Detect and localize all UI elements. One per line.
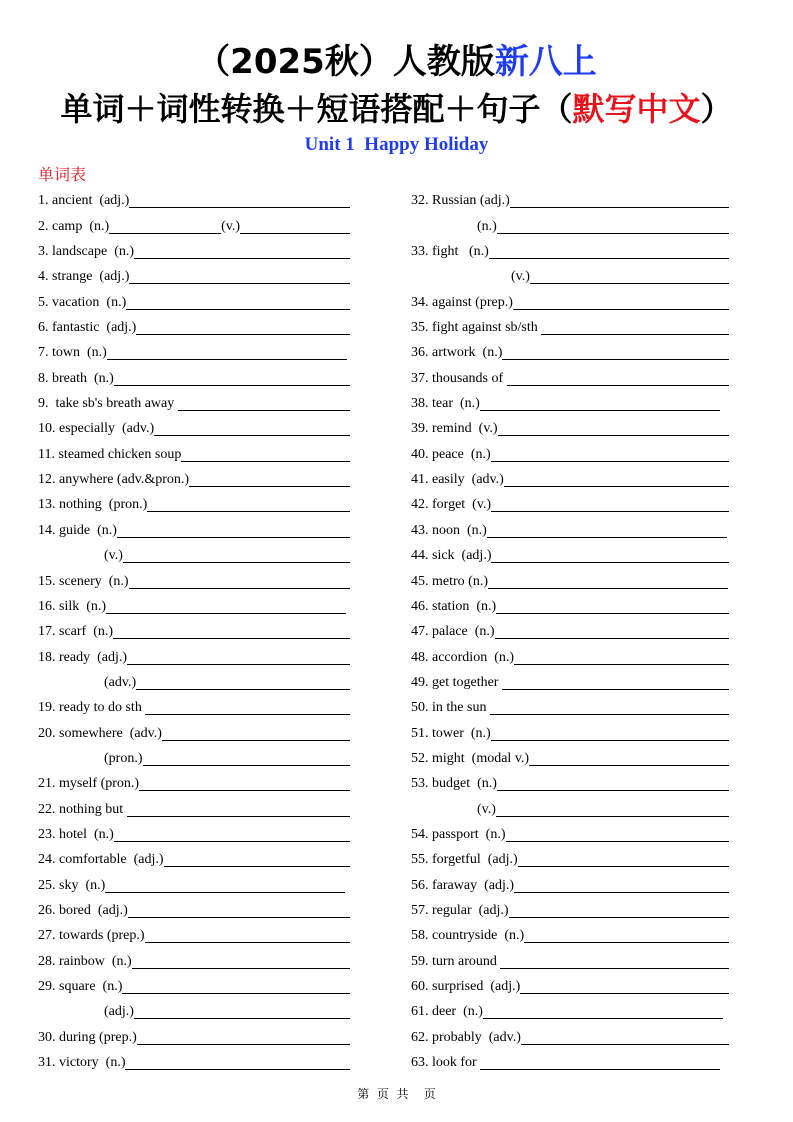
word-label: 56. faraway (adj.) (411, 877, 515, 893)
answer-blank[interactable] (524, 926, 729, 943)
word-label: 22. nothing but (38, 801, 127, 817)
answer-blank[interactable] (506, 825, 730, 842)
answer-blank[interactable] (189, 470, 350, 487)
word-item (38, 872, 373, 897)
left-word-column (38, 188, 373, 1075)
page-title (0, 40, 793, 84)
word-label: 55. forgetful (adj.) (411, 852, 518, 868)
word-label-secondary: (v.) (221, 218, 241, 234)
word-label: 53. budget (n.) (411, 776, 497, 792)
word-label: 2. camp (n.) (38, 218, 110, 234)
answer-blank[interactable] (127, 648, 350, 665)
word-item (38, 315, 373, 340)
word-item (38, 670, 373, 695)
answer-blank[interactable] (164, 850, 350, 867)
answer-blank[interactable] (530, 267, 729, 284)
word-item (38, 467, 373, 492)
word-label: 24. comfortable (adj.) (38, 852, 164, 868)
answer-blank[interactable] (483, 1002, 723, 1019)
answer-blank[interactable] (132, 952, 350, 969)
word-label: 33. fight (n.) (411, 244, 489, 260)
word-item (411, 1024, 751, 1049)
word-label: 29. square (n.) (38, 979, 123, 994)
word-item (38, 746, 373, 771)
answer-blank[interactable] (490, 698, 729, 715)
answer-blank[interactable] (498, 419, 729, 436)
word-item (411, 847, 751, 872)
word-label: 43. noon (n.) (411, 522, 487, 538)
word-label: (pron.) (104, 750, 143, 766)
word-label: 61. deer (n.) (411, 1004, 483, 1020)
word-label: 6. fantastic (adj.) (38, 320, 137, 336)
word-label: 40. peace (n.) (411, 446, 491, 462)
word-label: 3. landscape (n.) (38, 244, 135, 260)
word-item (38, 720, 373, 745)
answer-blank[interactable] (480, 394, 720, 411)
word-label: 23. hotel (n.) (38, 826, 114, 842)
word-label: 44. sick (adj.) (411, 548, 492, 564)
word-label: 28. rainbow (n.) (38, 953, 132, 969)
word-label: 30. during (prep.) (38, 1029, 137, 1045)
word-label: 34. against (prep.) (411, 294, 513, 310)
title-black-part: （2025秋）人教版 (196, 42, 495, 82)
answer-blank[interactable] (123, 546, 350, 563)
word-item (38, 847, 373, 872)
word-item (38, 923, 373, 948)
word-item (411, 872, 751, 897)
answer-blank[interactable] (488, 572, 728, 589)
word-item (411, 923, 751, 948)
word-item (411, 416, 751, 441)
word-label: 11. steamed chicken soup (38, 446, 182, 462)
word-item (411, 213, 751, 238)
word-label: 4. strange (adj.) (38, 269, 130, 285)
word-item (411, 974, 751, 999)
answer-blank[interactable] (509, 901, 729, 918)
word-item (38, 441, 373, 466)
word-label: 1. ancient (adj.) (38, 193, 130, 209)
word-label: (v.) (104, 548, 123, 564)
word-label: 27. towards (prep.) (38, 928, 145, 944)
answer-blank[interactable] (514, 876, 729, 893)
unit-heading: Unit 1 Happy Holiday (304, 134, 489, 155)
answer-blank[interactable] (495, 622, 729, 639)
answer-blank[interactable] (507, 369, 729, 386)
word-item (38, 492, 373, 517)
word-label: 59. turn around (411, 953, 501, 969)
subtitle-black-part-a: 单词＋词性转换＋短语搭配＋句子（ (60, 90, 573, 128)
word-label: (adv.) (104, 674, 137, 690)
answer-blank[interactable] (128, 901, 350, 918)
word-label: 10. especially (adv.) (38, 421, 155, 437)
word-label: 5. vacation (n.) (38, 294, 127, 310)
word-item (38, 822, 373, 847)
word-item (411, 1050, 751, 1075)
word-label: 16. silk (n.) (38, 598, 107, 614)
word-label: 62. probably (adv.) (411, 1029, 521, 1045)
word-item (38, 644, 373, 669)
word-item (411, 720, 751, 745)
word-item (38, 188, 373, 213)
word-item (38, 340, 373, 365)
word-item (38, 416, 373, 441)
answer-blank[interactable] (496, 800, 729, 817)
word-item (38, 365, 373, 390)
word-label: 19. ready to do sth (38, 700, 146, 716)
word-label: 37. thousands of (411, 370, 507, 386)
word-item (411, 644, 751, 669)
word-item (38, 1050, 373, 1075)
word-item (411, 289, 751, 314)
word-item (411, 239, 751, 264)
word-item (411, 594, 751, 619)
answer-blank[interactable] (491, 546, 729, 563)
word-label: 9. take sb's breath away (38, 396, 178, 412)
word-label: (adj.) (104, 1004, 134, 1020)
answer-blank[interactable] (129, 191, 350, 208)
word-item (411, 619, 751, 644)
word-item (411, 391, 751, 416)
word-item (38, 289, 373, 314)
answer-blank[interactable] (489, 242, 729, 259)
word-label: 39. remind (v.) (411, 421, 498, 437)
word-label: 15. scenery (n.) (38, 573, 129, 589)
word-item (411, 264, 751, 289)
word-label: 36. artwork (n.) (411, 345, 503, 361)
word-label: 13. nothing (pron.) (38, 497, 148, 513)
word-item (411, 948, 751, 973)
word-label: 58. countryside (n.) (411, 928, 525, 944)
right-word-column (411, 188, 751, 1075)
answer-blank[interactable] (136, 673, 350, 690)
word-item (38, 264, 373, 289)
word-label: 50. in the sun (411, 700, 490, 716)
answer-blank[interactable] (143, 749, 351, 766)
word-label: 57. regular (adj.) (411, 902, 509, 918)
word-item (411, 898, 751, 923)
answer-blank[interactable] (521, 1028, 729, 1045)
word-label: 20. somewhere (adv.) (38, 725, 162, 741)
answer-blank[interactable] (126, 293, 350, 310)
answer-blank[interactable] (491, 495, 729, 512)
answer-blank[interactable] (504, 470, 729, 487)
word-label: 31. victory (n.) (38, 1055, 126, 1071)
word-item (38, 391, 373, 416)
subtitle-red-part: 默写中文 (572, 90, 701, 128)
word-label: 26. bored (adj.) (38, 902, 128, 918)
word-item (411, 188, 751, 213)
answer-blank[interactable] (117, 521, 350, 538)
answer-blank[interactable] (497, 217, 729, 234)
word-label: 7. town (n.) (38, 345, 107, 361)
answer-blank[interactable] (129, 572, 350, 589)
answer-blank[interactable] (134, 1002, 350, 1019)
word-label: 46. station (n.) (411, 598, 497, 614)
word-label: 8. breath (n.) (38, 370, 114, 386)
answer-blank[interactable] (500, 952, 729, 969)
answer-blank[interactable] (127, 800, 350, 817)
word-item (38, 999, 373, 1024)
word-item (38, 948, 373, 973)
answer-blank[interactable] (134, 242, 350, 259)
answer-blank[interactable] (497, 774, 729, 791)
answer-blank[interactable] (181, 445, 350, 462)
page-subtitle (0, 88, 793, 130)
word-item (411, 543, 751, 568)
word-item (411, 340, 751, 365)
word-item (411, 771, 751, 796)
answer-blank[interactable] (178, 394, 350, 411)
word-label: 45. metro (n.) (411, 573, 488, 589)
word-item (411, 670, 751, 695)
word-label: 60. surprised (adj.) (411, 979, 521, 994)
word-item (411, 568, 751, 593)
word-label: 49. get together (411, 674, 502, 690)
answer-blank[interactable] (491, 724, 729, 741)
word-item (38, 594, 373, 619)
answer-blank[interactable] (145, 698, 350, 715)
word-item (38, 771, 373, 796)
word-label: 48. accordion (n.) (411, 649, 515, 665)
word-item (411, 695, 751, 720)
answer-blank[interactable] (145, 926, 350, 943)
answer-blank[interactable] (107, 343, 347, 360)
answer-blank[interactable] (122, 977, 350, 994)
word-label: 25. sky (n.) (38, 877, 106, 893)
word-label: 35. fight against sb/sth (411, 320, 542, 336)
answer-blank[interactable] (541, 318, 729, 335)
page-footer: 第 页 共 页 (357, 1087, 436, 1101)
word-label: 47. palace (n.) (411, 624, 495, 640)
word-item (38, 213, 373, 238)
title-blue-part: 新八上 (494, 42, 597, 82)
answer-blank[interactable] (147, 495, 350, 512)
word-item (411, 441, 751, 466)
answer-blank[interactable] (136, 318, 350, 335)
word-label: 14. guide (n.) (38, 522, 117, 538)
word-label: (v.) (511, 269, 530, 285)
word-item (411, 999, 751, 1024)
answer-blank[interactable] (510, 191, 729, 208)
word-item (38, 898, 373, 923)
word-item (38, 239, 373, 264)
answer-blank[interactable] (114, 369, 350, 386)
word-label: (v.) (477, 801, 496, 817)
section-heading: 单词表 (38, 165, 87, 184)
answer-blank[interactable] (129, 267, 350, 284)
word-item (38, 796, 373, 821)
answer-blank[interactable] (125, 1053, 350, 1070)
answer-blank[interactable] (162, 724, 350, 741)
answer-blank[interactable] (520, 977, 729, 994)
word-label: 12. anywhere (adv.&pron.) (38, 472, 190, 488)
word-item (411, 492, 751, 517)
answer-blank[interactable] (113, 622, 350, 639)
answer-blank[interactable] (502, 673, 729, 690)
word-item (411, 467, 751, 492)
word-label: 51. tower (n.) (411, 725, 491, 741)
answer-blank[interactable] (513, 293, 729, 310)
answer-blank[interactable] (518, 850, 729, 867)
word-item (411, 517, 751, 542)
word-label: 42. forget (v.) (411, 497, 492, 513)
answer-blank[interactable] (480, 1053, 720, 1070)
word-item (411, 822, 751, 847)
answer-blank[interactable] (502, 343, 729, 360)
answer-blank[interactable] (529, 749, 729, 766)
answer-blank[interactable] (514, 648, 729, 665)
word-label: 32. Russian (adj.) (411, 193, 510, 209)
word-item (38, 543, 373, 568)
answer-blank[interactable] (154, 419, 350, 436)
word-label: 21. myself (pron.) (38, 776, 140, 792)
answer-blank[interactable] (109, 217, 221, 234)
word-label: 41. easily (adv.) (411, 472, 504, 488)
answer-blank[interactable] (106, 597, 346, 614)
word-label: 17. scarf (n.) (38, 624, 114, 640)
word-item (411, 746, 751, 771)
answer-blank[interactable] (137, 1028, 350, 1045)
word-item (38, 1024, 373, 1049)
word-label: 38. tear (n.) (411, 396, 480, 412)
word-item (38, 695, 373, 720)
answer-blank[interactable] (491, 445, 729, 462)
word-item (38, 619, 373, 644)
word-label: 54. passport (n.) (411, 826, 506, 842)
answer-blank[interactable] (240, 217, 350, 234)
subtitle-black-part-b: ） (700, 90, 733, 128)
answer-blank[interactable] (139, 774, 350, 791)
answer-blank[interactable] (487, 521, 727, 538)
word-item (411, 796, 751, 821)
word-item (411, 315, 751, 340)
word-label: (n.) (477, 218, 497, 234)
answer-blank[interactable] (496, 597, 729, 614)
word-item (38, 517, 373, 542)
word-item (38, 568, 373, 593)
word-label: 63. look for (411, 1055, 481, 1071)
word-label: 18. ready (adj.) (38, 649, 128, 665)
word-item (411, 365, 751, 390)
word-item (38, 974, 373, 999)
answer-blank[interactable] (105, 876, 345, 893)
word-label: 52. might (modal v.) (411, 750, 530, 766)
answer-blank[interactable] (114, 825, 350, 842)
